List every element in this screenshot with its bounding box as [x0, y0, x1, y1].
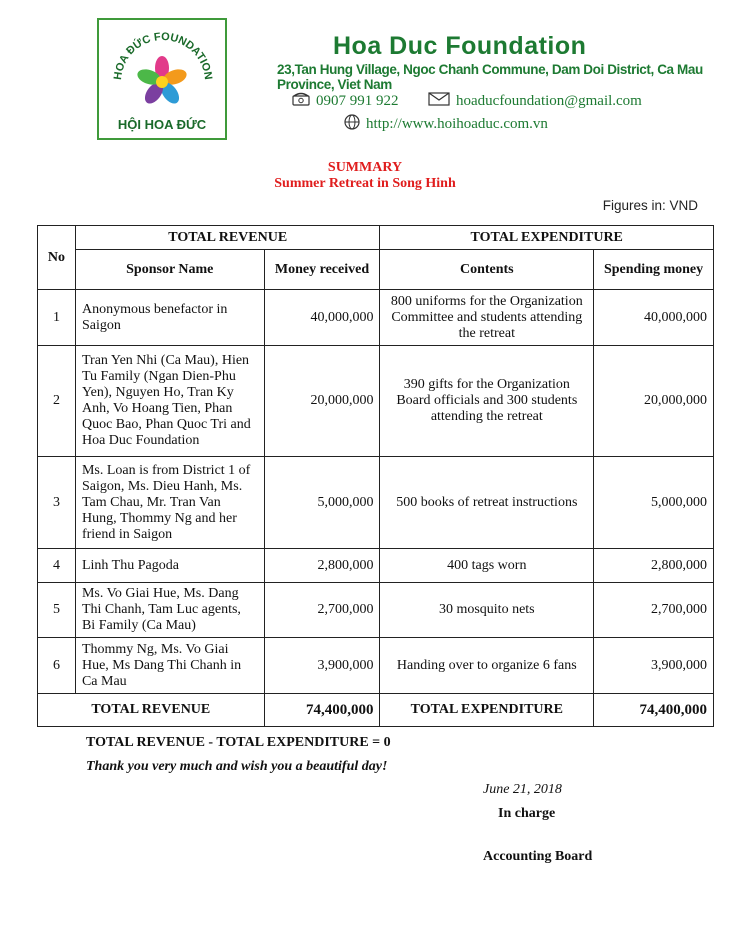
- total-revenue-label: TOTAL REVENUE: [38, 694, 265, 727]
- row-spending: 40,000,000: [594, 290, 714, 346]
- summary-title: SUMMARY: [327, 160, 403, 175]
- header-contents: Contents: [380, 250, 594, 290]
- row-received: 40,000,000: [264, 290, 380, 346]
- accounting-board-label: Accounting Board: [483, 849, 593, 864]
- organization-address: 23,Tan Hung Village, Ngoc Chanh Commune, Dam Doi District, Ca Mau Province, Viet Nam: [277, 62, 703, 92]
- table-row: [38, 290, 714, 346]
- row-sponsor: Thommy Ng, Ms. Vo Giai Hue, Ms Dang Thi Chanh in Ca Mau: [75, 638, 264, 694]
- header-total-expenditure: TOTAL EXPENDITURE: [380, 226, 714, 250]
- email-contact: [428, 92, 642, 111]
- table-row: [38, 583, 714, 638]
- row-spending: 5,000,000: [594, 457, 714, 549]
- summary-table: [37, 225, 714, 727]
- table-row: [38, 346, 714, 457]
- row-no: 5: [38, 583, 76, 638]
- table-row: [38, 638, 714, 694]
- row-sponsor: Ms. Loan is from District 1 of Saigon, Ms. Dieu Hanh, Ms. Tam Chau, Mr. Tran Van Hung, Thommy Ng and her friend in Saigon: [75, 457, 264, 549]
- table-header-row: [38, 226, 714, 250]
- globe-icon: [344, 114, 360, 135]
- row-contents: 390 gifts for the Organization Board officials and 300 students attending the retreat: [380, 346, 594, 457]
- figures-unit-note: Figures in: VND: [602, 198, 698, 213]
- header-no: No: [38, 226, 76, 290]
- row-received: 5,000,000: [264, 457, 380, 549]
- row-no: 1: [38, 290, 76, 346]
- foundation-logo: [97, 18, 227, 140]
- website-url[interactable]: http://www.hoihoaduc.com.vn: [366, 115, 548, 132]
- total-revenue-value: 74,400,000: [264, 694, 380, 727]
- row-spending: 2,700,000: [594, 583, 714, 638]
- row-no: 3: [38, 457, 76, 549]
- table-subheader-row: [38, 250, 714, 290]
- website-contact: [344, 114, 548, 135]
- event-title: Summer Retreat in Song Hinh: [274, 176, 456, 191]
- row-contents: 400 tags worn: [380, 549, 594, 583]
- mail-icon: [428, 92, 450, 111]
- row-sponsor: Anonymous benefactor in Saigon: [75, 290, 264, 346]
- header-spending-money: Spending money: [594, 250, 714, 290]
- phone-contact: [292, 92, 399, 111]
- email-address[interactable]: hoaducfoundation@gmail.com: [456, 92, 642, 109]
- row-no: 4: [38, 549, 76, 583]
- row-no: 6: [38, 638, 76, 694]
- thank-you-note: Thank you very much and wish you a beautiful day!: [86, 759, 388, 774]
- table-row: [38, 457, 714, 549]
- row-sponsor: Ms. Vo Giai Hue, Ms. Dang Thi Chanh, Tam Luc agents, Bi Family (Ca Mau): [75, 583, 264, 638]
- row-received: 20,000,000: [264, 346, 380, 457]
- row-sponsor: Linh Thu Pagoda: [75, 549, 264, 583]
- organization-name: Hoa Duc Foundation: [333, 32, 587, 60]
- row-received: 2,700,000: [264, 583, 380, 638]
- row-received: 2,800,000: [264, 549, 380, 583]
- phone-icon: [292, 92, 310, 111]
- header-sponsor-name: Sponsor Name: [75, 250, 264, 290]
- row-contents: Handing over to organize 6 fans: [380, 638, 594, 694]
- row-contents: 30 mosquito nets: [380, 583, 594, 638]
- row-no: 2: [38, 346, 76, 457]
- balance-statement: TOTAL REVENUE - TOTAL EXPENDITURE = 0: [86, 735, 391, 750]
- report-date: June 21, 2018: [483, 782, 562, 797]
- row-spending: 2,800,000: [594, 549, 714, 583]
- logo-arc-text: HOA ĐỨC FOUNDATION: [111, 30, 215, 81]
- phone-number: 0907 991 922: [316, 92, 399, 109]
- header-money-received: Money received: [264, 250, 380, 290]
- total-expenditure-value: 74,400,000: [594, 694, 714, 727]
- row-contents: 800 uniforms for the Organization Committee and students attending the retreat: [380, 290, 594, 346]
- row-contents: 500 books of retreat instructions: [380, 457, 594, 549]
- row-received: 3,900,000: [264, 638, 380, 694]
- table-totals-row: [38, 694, 714, 727]
- total-expenditure-label: TOTAL EXPENDITURE: [380, 694, 594, 727]
- row-sponsor: Tran Yen Nhi (Ca Mau), Hien Tu Family (Ngan Dien-Phu Yen), Nguyen Ho, Tran Ky Anh, Vo Hoang Tien, Phan Quoc Bao, Phan Quoc Tri and Hoa Duc Foundation: [75, 346, 264, 457]
- row-spending: 20,000,000: [594, 346, 714, 457]
- in-charge-label: In charge: [498, 806, 556, 821]
- row-spending: 3,900,000: [594, 638, 714, 694]
- header-total-revenue: TOTAL REVENUE: [75, 226, 380, 250]
- table-row: [38, 549, 714, 583]
- logo-bottom-text: HỘI HOA ĐỨC: [117, 117, 207, 132]
